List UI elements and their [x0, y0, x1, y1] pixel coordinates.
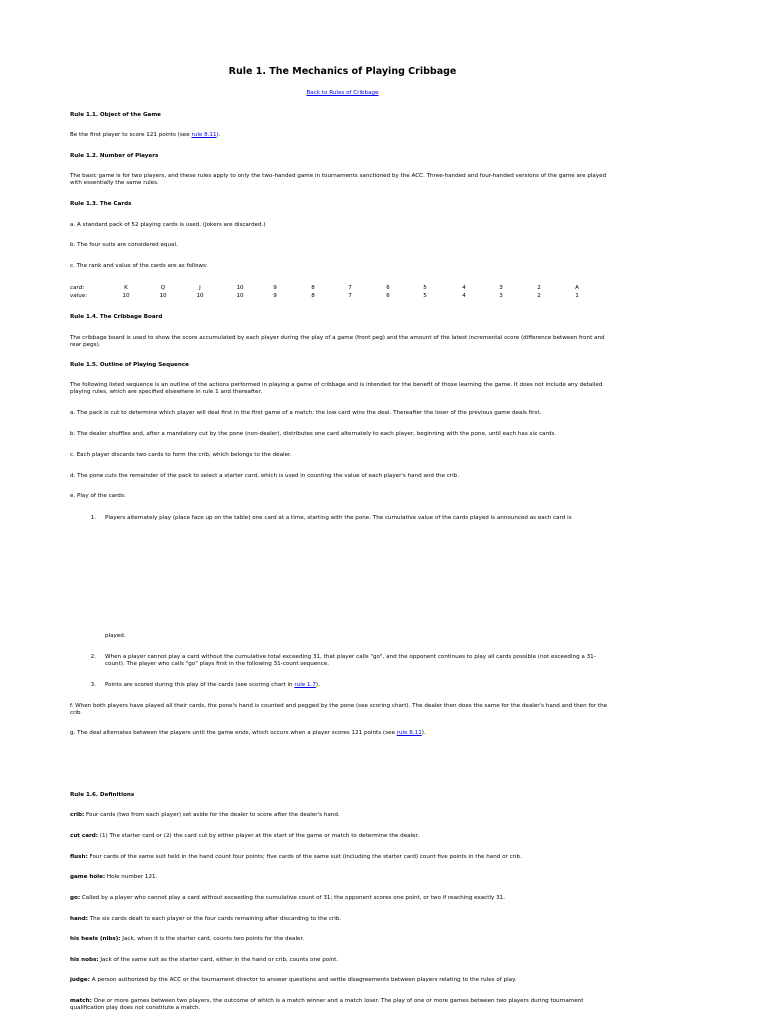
definition-item [70, 957, 615, 964]
rule-1-7-link[interactable]: rule 1.7 [294, 682, 316, 688]
definition-text: Four cards of the same suit held in the hand count four points; five cards of the same suit (including the starter card) count five points in the hand or crib. [87, 854, 522, 860]
play-step-3-post: ). [315, 682, 320, 688]
play-step-3-pre: Points are scored during this play of the cards (see scoring chart in [105, 682, 295, 688]
definition-term: judge: [70, 977, 90, 983]
card-rank: 6 [386, 285, 390, 291]
rule-1-2-heading: Rule 1.2. Number of Players [70, 153, 159, 159]
definition-text: One or more games between two players, the outcome of which is a match winner and a match loser. The play of one or more games between two players during tournament qualification play does not constitute a match. [70, 998, 584, 1011]
play-step-text [105, 682, 608, 689]
definition-text: Hole number 121. [105, 874, 158, 880]
definition-term: his heels (nibs): [70, 936, 121, 942]
definition-text: Jack, when it is the starter card, counts two points for the dealer. [120, 936, 305, 942]
definition-term: match: [70, 998, 92, 1004]
rule-1-5-d: d. The pone cuts the remainder of the pack to select a starter card, which is used in counting the value of each player's hand and the crib. [70, 473, 459, 479]
definition-term: his nobs: [70, 957, 99, 963]
card-value: 10 [159, 293, 167, 299]
definition-term: go: [70, 895, 81, 901]
rule-1-3-heading: Rule 1.3. The Cards [70, 201, 132, 207]
definition-term: hand: [70, 916, 88, 922]
card-value: 4 [462, 293, 466, 299]
card-rank: 9 [273, 285, 277, 291]
card-value: 1 [575, 293, 579, 299]
card-rank: A [575, 285, 579, 291]
definition-item [70, 916, 615, 923]
card-value: 10 [236, 293, 244, 299]
definition-term: cut card: [70, 833, 99, 839]
card-value: 6 [386, 293, 390, 299]
definition-text: (1) The starter card or (2) the card cut by either player at the start of the game or match to determine the dealer. [98, 833, 420, 839]
card-value: 7 [348, 293, 352, 299]
card-value: 5 [423, 293, 427, 299]
rule-1-4-heading: Rule 1.4. The Cribbage Board [70, 314, 163, 320]
definition-item [70, 998, 615, 1012]
card-value: 9 [273, 293, 277, 299]
rule-1-1-text-post: ). [216, 132, 221, 138]
rule-1-1-heading: Rule 1.1. Object of the Game [70, 112, 161, 118]
definition-term: game hole: [70, 874, 106, 880]
rule-1-5-g-post: ). [421, 730, 426, 736]
play-step-number: 3. [90, 682, 96, 688]
definition-term: crib: [70, 812, 85, 818]
card-rank: 8 [311, 285, 315, 291]
card-rank: 7 [348, 285, 352, 291]
definition-text: Four cards (two from each player) set aside for the dealer to score after the dealer's hand. [84, 812, 340, 818]
definition-item [70, 895, 615, 902]
rule-1-5-g [70, 730, 615, 737]
definition-item [70, 977, 615, 984]
rule-1-5-a: a. The pack is cut to determine which player will deal first in the first game of a match; the low card wins the deal. Thereafter the loser of the previous game deals first. [70, 410, 542, 416]
definition-item [70, 833, 615, 840]
rule-1-5-e: e. Play of the cards: [70, 493, 126, 499]
card-rank: 3 [499, 285, 503, 291]
definition-text: The six cards dealt to each player or the four cards remaining after discarding to the crib. [87, 916, 342, 922]
rule-1-5-intro: The following listed sequence is an outline of the actions performed in playing a game of cribbage and is intended for the benefit of those learning the game. It does not include any detailed playing rules, which are specified elsewhere in rule 1 and thereafter. [70, 382, 603, 395]
rule-1-5-c: c. Each player discards two cards to form the crib, which belongs to the dealer. [70, 452, 292, 458]
rule-1-1-text [70, 132, 615, 139]
play-step-text: When a player cannot play a card without the cumulative total exceeding 31, that player calls "go", and the opponent continues to play all cards possible (not exceeding a 31-count). The player who calls "go" plays first in the following 31-count sequence. [105, 654, 596, 667]
rule-8-11-link[interactable]: rule 8.11 [396, 730, 422, 736]
card-rank: 2 [537, 285, 541, 291]
rule-8-11-link[interactable]: rule 8.11 [191, 132, 217, 138]
card-row-label: card: [70, 285, 85, 291]
definition-item [70, 812, 615, 819]
card-rank: 10 [236, 285, 244, 291]
card-rank: 4 [462, 285, 466, 291]
rule-1-3-a: a. A standard pack of 52 playing cards is used. (Jokers are discarded.) [70, 222, 266, 228]
card-value: 2 [537, 293, 541, 299]
rule-1-4-text: The cribbage board is used to show the score accumulated by each player during the play of a game (front peg) and the amount of the latest incremental score (difference between front and rear pegs). [70, 335, 605, 348]
card-rank: K [124, 285, 128, 291]
rule-1-5-f: f. When both players have played all their cards, the pone's hand is counted and pegged by the pone (see scoring chart). The dealer then does the same for the dealer's hand and then for the crib. [70, 703, 608, 716]
rule-1-3-c: c. The rank and value of the cards are as follows: [70, 263, 208, 269]
definition-term: flush: [70, 854, 88, 860]
card-value: 10 [196, 293, 204, 299]
play-step-text: Players alternately play (place face up on the table) one card at a time, starting with the pone. The cumulative value of the cards played is announced as each card is [105, 515, 572, 521]
play-step-number: 2. [90, 654, 96, 660]
definition-text: Called by a player who cannot play a card without exceeding the cumulative count of 31; the opponent scores one point, or two if reaching exactly 31. [80, 895, 505, 901]
rule-1-5-g-pre: g. The deal alternates between the players until the game ends, which occurs when a player scores 121 points (see [70, 730, 397, 736]
definition-item [70, 874, 615, 881]
card-rank: 5 [423, 285, 427, 291]
card-value: 3 [499, 293, 503, 299]
definition-item [70, 854, 615, 861]
play-step-number: 1. [90, 515, 96, 521]
rule-1-1-text-pre: Be the first player to score 121 points (see [70, 132, 192, 138]
rule-1-5-heading: Rule 1.5. Outline of Playing Sequence [70, 362, 189, 368]
definition-text: Jack of the same suit as the starter card, either in the hand or crib, counts one point. [98, 957, 339, 963]
definition-text: A person authorized by the ACC or the tournament director to answer questions and settle disagreements between players relating to the rules of play. [89, 977, 517, 983]
rule-1-2-text: The basic game is for two players, and these rules apply to only the two-handed game in tournaments sanctioned by the ACC. Three-handed and four-handed versions of the game are played with essentially the same rules. [70, 173, 607, 186]
rule-1-3-b: b. The four suits are considered equal. [70, 242, 178, 248]
card-rank: J [199, 285, 201, 291]
value-row-label: value: [70, 293, 88, 299]
page-title: Rule 1. The Mechanics of Playing Cribbage [228, 66, 457, 77]
card-rank: Q [160, 285, 166, 291]
rule-1-6-heading: Rule 1.6. Definitions [70, 792, 135, 798]
definition-item [70, 936, 615, 943]
play-step-text-continued: played. [105, 633, 126, 639]
rule-1-5-b: b. The dealer shuffles and, after a mandatory cut by the pone (non-dealer), distributes one card alternately to each player, beginning with the pone, until each has six cards. [70, 431, 557, 437]
card-value: 10 [122, 293, 130, 299]
card-value: 8 [311, 293, 315, 299]
back-to-rules-link[interactable]: Back to Rules of Cribbage [306, 90, 379, 96]
